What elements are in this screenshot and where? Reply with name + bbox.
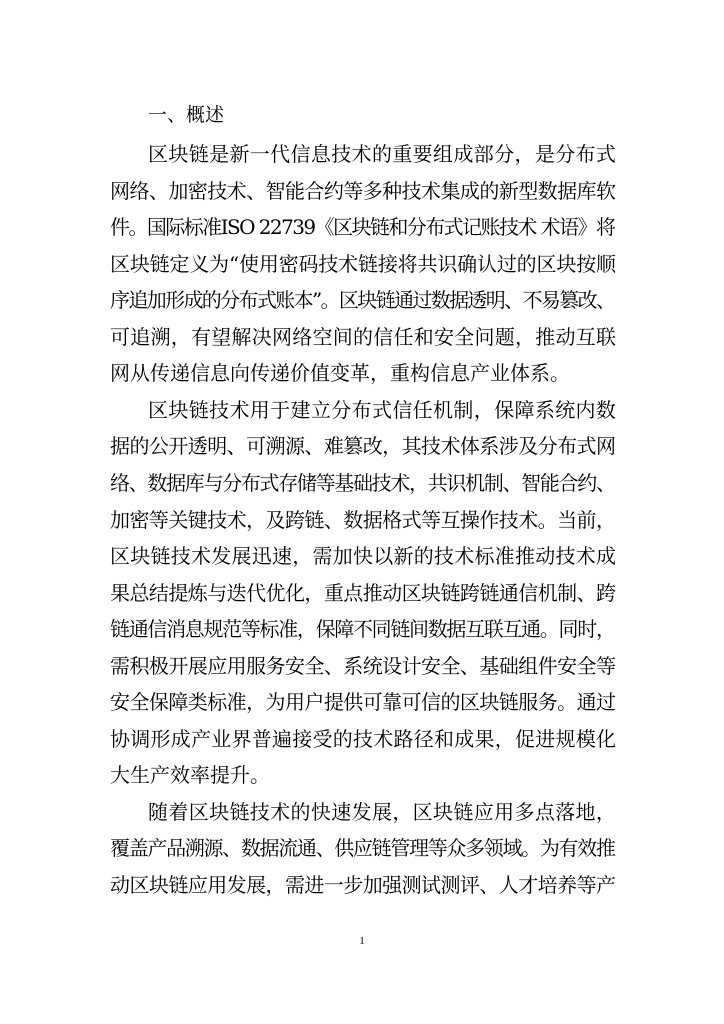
text-line-content: 协调形成产业界普遍接受的技术路径和成果，促进规模化 [110, 726, 617, 751]
text-line-content: 区块链技术发展迅速，需加快以新的技术标准推动技术成 [110, 544, 617, 568]
text-line-content: 随着区块链技术的快速发展，区块链应用多点落地， [148, 799, 617, 824]
text-line-content: 加密等关键技术，及跨链、数据格式等互操作技术。当前， [110, 507, 616, 532]
text-line-content: 区块链定义为“使用密码技术链接将共识确认过的区块按顺 [110, 251, 616, 276]
text-line-content: 区块链技术用于建立分布式信任机制，保障系统内数 [148, 397, 617, 422]
section-heading: 一、概述 [148, 104, 225, 126]
text-line-content: 大生产效率提升。 [110, 763, 270, 788]
text-line-content: 覆盖产品溯源、数据流通、供应链管理等众多领域。为有效推 [110, 836, 615, 861]
text-line-content: 序追加形成的分布式账本”。区块链通过数据透明、不易篡改、 [110, 288, 615, 313]
text-line-content: 动区块链应用发展，需进一步加强测试测评、人才培养等产 [110, 873, 616, 897]
text-line-content: 安全保障类标准，为用户提供可靠可信的区块链服务。通过 [110, 690, 616, 715]
text-line-content: 可追溯，有望解决网络空间的信任和安全问题，推动互联 [110, 324, 617, 349]
text-line-content: 区块链是新一代信息技术的重要组成部分，是分布式 [148, 142, 617, 166]
text-line-content: 网络、加密技术、智能合约等多种技术集成的新型数据库软 [110, 178, 616, 203]
text-line-content: 件。国际标准ISO 22739《区块链和分布式记账技术 术语》将 [110, 215, 615, 240]
text-line-content: 网从传递信息向传递价值变革，重构信息产业体系。 [110, 361, 570, 386]
text-line-content: 据的公开透明、可溯源、难篡改，其技术体系涉及分布式网 [110, 434, 616, 459]
text-line-content: 需积极开展应用服务安全、系统设计安全、基础组件安全等 [110, 653, 616, 678]
text-line-content: 络、数据库与分布式存储等基础技术，共识机制、智能合约、 [110, 470, 615, 495]
page-number: 1 [359, 935, 365, 947]
text-line-content: 果总结提炼与迭代优化，重点推动区块链跨链通信机制、跨 [110, 580, 616, 605]
text-line-content: 链通信消息规范等标准，保障不同链间数据互联互通。同时， [110, 617, 615, 642]
